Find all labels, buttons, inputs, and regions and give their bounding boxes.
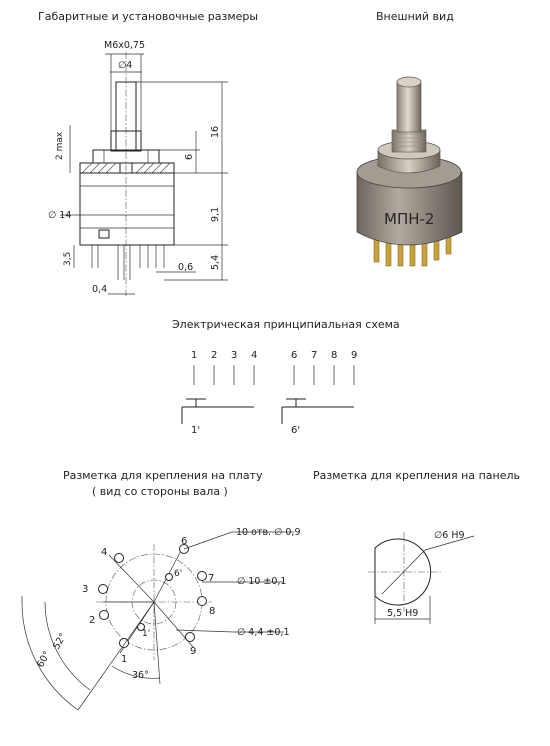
circuit-common-6: 6'	[291, 425, 301, 436]
circle-inner-dia: ∅ 4,4 ±0,1	[237, 627, 290, 638]
hole-label-6: 6	[181, 536, 188, 547]
hole-label-8: 8	[209, 606, 216, 617]
circuit-diagram	[182, 365, 354, 424]
dim-thread-len: 6	[184, 153, 195, 160]
side-view-drawing	[60, 52, 228, 296]
holes-note: 10 отв. ∅ 0,9	[236, 527, 301, 538]
panel-hole-dia: ∅6 Н9	[434, 530, 465, 541]
board-layout-drawing	[22, 532, 294, 710]
angle-52: 52°	[51, 631, 70, 652]
angle-36: 36°	[132, 670, 149, 681]
dim-pin-pitch: 3,5	[63, 251, 73, 266]
dim-shaft-dia: ∅4	[118, 60, 133, 71]
dim-pin-len: 5,4	[210, 254, 221, 270]
panel-flat-width: 5,5 Н9	[387, 608, 419, 619]
circuit-pin-8: 8	[331, 350, 338, 361]
circuit-pin-4: 4	[251, 350, 258, 361]
product-image	[357, 77, 462, 266]
dim-body-dia: ∅ 14	[48, 210, 72, 221]
hole-label-3: 3	[82, 584, 89, 595]
dim-body-height: 9,1	[210, 206, 221, 222]
circuit-heading: Электрическая принципиальная схема	[172, 318, 400, 331]
board-mount-heading: Разметка для крепления на плату	[63, 469, 263, 482]
circuit-common-1: 1'	[191, 425, 201, 436]
dim-max-offset: 2 max	[55, 131, 65, 160]
board-mount-subheading: ( вид со стороны вала )	[92, 485, 228, 498]
panel-mount-heading: Разметка для крепления на панель	[313, 469, 521, 482]
dim-pin-width: 0,4	[92, 284, 108, 295]
hole-label-9: 9	[190, 646, 197, 657]
circuit-pin-2: 2	[211, 350, 218, 361]
appearance-heading: Внешний вид	[376, 10, 454, 23]
dim-height-total: 16	[210, 125, 221, 138]
circuit-pin-7: 7	[311, 350, 318, 361]
product-label: МПН-2	[384, 210, 435, 228]
angle-60: 60°	[35, 649, 54, 670]
hole-label-4: 4	[101, 547, 108, 558]
circuit-pin-6: 6	[291, 350, 298, 361]
circle-outer-dia: ∅ 10 ±0,1	[237, 576, 287, 587]
panel-layout-drawing	[368, 532, 474, 624]
common-label-6: 6'	[174, 569, 183, 579]
circuit-pin-9: 9	[351, 350, 358, 361]
common-label-1: 1'	[142, 629, 151, 639]
hole-label-1: 1	[121, 654, 128, 665]
circuit-pin-1: 1	[191, 350, 198, 361]
hole-label-2: 2	[89, 615, 96, 626]
hole-label-7: 7	[208, 573, 215, 584]
dim-pin-thickness: 0,6	[178, 262, 194, 273]
circuit-pin-3: 3	[231, 350, 238, 361]
dimensions-heading: Габаритные и установочные размеры	[38, 10, 259, 23]
dim-thread: М6х0,75	[104, 40, 146, 51]
